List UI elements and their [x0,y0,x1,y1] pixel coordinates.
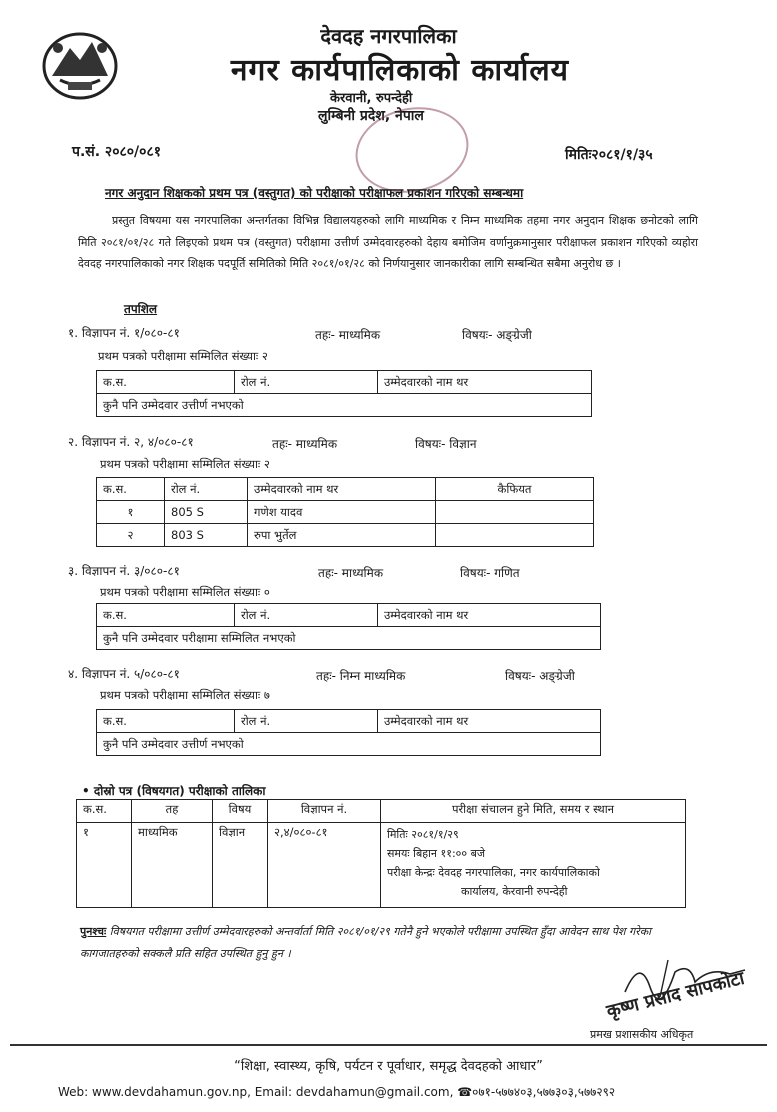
col-name: उम्मेदवारको नाम थर [378,371,592,394]
cell-sn: १ [77,823,132,908]
cell-ad-no: २,४/०८०-८१ [268,823,381,908]
cell-schedule [381,823,686,908]
second-paper-heading-text: दोस्रो पत्र (विषयगत) परीक्षाको तालिका [93,784,266,798]
footer-divider [10,1044,767,1046]
col-sn: क.स. [97,604,235,627]
section-4-title: ४. विज्ञापन नं. ५/०८०-८१ [68,667,180,681]
section-1-message: कुनै पनि उम्मेदवार उत्तीर्ण नभएको [97,394,592,417]
section-4-count: प्रथम पत्रको परीक्षामा सम्मिलित संख्याः ७ [100,688,270,702]
second-paper-table [76,799,686,908]
section-1-level: तहः- माध्यमिक [315,328,381,342]
section-3-level: तहः- माध्यमिक [318,566,384,580]
exam-venue: परीक्षा केन्द्रः देवदह नगरपालिका, नगर कार्यपालिकाको [387,866,600,879]
section-4-table [96,709,601,756]
exam-venue-2: कार्यालय, केरवानी रुपन्देही [461,885,568,898]
table-row [97,524,594,547]
section-2-count: प्रथम पत्रको परीक्षामा सम्मिलित संख्याः २ [100,457,270,471]
col-sn: क.स. [97,478,165,501]
footer-contact: Web: www.devdahamun.gov.np, Email: devdahamun@gmail.com, ☎०७१-५७७४०३,५७७३०३,५७७२९२ [58,1085,616,1099]
cell-roll: 803 S [165,524,248,547]
footer-slogan: “शिक्षा, स्वास्थ्य, कृषि, पर्यटन र पूर्वाधार, समृद्ध देवदहको आधार” [234,1059,543,1074]
col-roll: रोल नं. [165,478,248,501]
section-2-title: २. विज्ञापन नं. २, ४/०८०-८१ [68,435,194,449]
section-2-table [96,477,594,547]
cell-name: रुपा भुर्तेल [248,524,436,547]
second-paper-heading: • दोस्रो पत्र (विषयगत) परीक्षाको तालिका [82,784,266,798]
section-4-message: कुनै पनि उम्मेदवार उत्तीर्ण नभएको [97,733,601,756]
col-ad-no: विज्ञापन नं. [268,800,381,823]
section-3-table [96,603,601,650]
cell-remarks [436,524,594,547]
postscript-note [80,921,700,965]
postscript-label: पुनश्चः [80,925,107,938]
cell-level: माध्यमिक [132,823,213,908]
office-name: नगर कार्यपालिकाको कार्यालय [230,53,570,88]
cell-sn: २ [97,524,165,547]
section-2-subject: विषयः- विज्ञान [415,437,477,451]
section-3-message: कुनै पनि उम्मेदवार परीक्षामा सम्मिलित नभएको [97,627,601,650]
section-1-table [96,370,592,417]
table-row [77,823,686,908]
col-name: उम्मेदवारको नाम थर [248,478,436,501]
exam-date: मितिः २०८१/१/२९ [387,828,459,841]
col-roll: रोल नं. [235,371,378,394]
col-sn: क.स. [97,371,235,394]
postscript-text: विषयगत परीक्षामा उत्तीर्ण उम्मेदवारहरुको अन्तर्वार्ता मिति २०८१/०१/२९ गतेनै हुने भएकोले परीक्षामा उपस्थित हुँदा आवेदन साथ पेश गरेका कागजातहरुको सक्कलै प्रति सहित उपस्थित हुनु हुन । [80,925,652,960]
cell-sn: १ [97,501,165,524]
details-heading: तपशिल [124,302,158,316]
cell-remarks [436,501,594,524]
col-name: उम्मेदवारको नाम थर [378,710,601,733]
col-sn: क.स. [97,710,235,733]
section-3-title: ३. विज्ञापन नं. ३/०८०-८१ [68,564,180,578]
col-level: तह [132,800,213,823]
col-roll: रोल नं. [235,710,378,733]
section-3-count: प्रथम पत्रको परीक्षामा सम्मिलित संख्याः ० [100,585,270,599]
col-name: उम्मेदवारको नाम थर [378,604,601,627]
cell-name: गणेश यादव [248,501,436,524]
section-1-subject: विषयः- अङ्ग्रेजी [462,328,532,342]
col-schedule: परीक्षा संचालन हुने मिति, समय र स्थान [381,800,686,823]
col-sn: क.स. [77,800,132,823]
letter-subject: नगर अनुदान शिक्षकको प्रथम पत्र (वस्तुगत) को परीक्षाको परीक्षाफल प्रकाशन गरिएको सम्बन्धमा [105,186,524,200]
section-4-subject: विषयः- अङ्ग्रेजी [505,669,575,683]
table-row [97,501,594,524]
col-remarks: कैफियत [436,478,594,501]
stamp-name: कृष्ण प्रसाद सापकोटा [604,967,747,1023]
reference-number: प.सं. २०८०/०८१ [72,144,161,160]
section-4-level: तहः- निम्न माध्यमिक [316,669,406,683]
exam-time: समयः बिहान ११:०० बजे [387,847,486,860]
cell-subject: विज्ञान [213,823,268,908]
letter-date: मितिः२०८१/१/३५ [565,147,653,163]
col-subject: विषय [213,800,268,823]
body-paragraph: प्रस्तुत विषयमा यस नगरपालिका अन्तर्गतका विभिन्न विद्यालयहरुको लागि माध्यमिक र निम्न माध्यमिक तहमा नगर अनुदान शिक्षक छनोटको लागि मिति २०८१/०१/२८ गते लिइएको प्रथम पत्र (वस्तुगत) परीक्षामा उत्तीर्ण उम्मेदवारहरुको देहाय बमोजिम वर्णानुक्रमानुसार परीक्षाफल प्रकाशन गरिएको व्यहोरा देवदह नगरपालिकाको नगर शिक्षक पदपूर्ति समितिको मिति २०८१/०१/२८ को निर्णयानुसार जानकारीका लागि सम्बन्धित सबैमा अनुरोध छ । [78,214,698,270]
section-1-count: प्रथम पत्रको परीक्षामा सम्मिलित संख्याः २ [98,349,268,363]
section-3-subject: विषयः- गणित [460,566,520,580]
address-line-1: केरवानी, रुपन्देही [330,91,413,106]
section-1-title: १. विज्ञापन नं. १/०८०-८१ [68,326,180,340]
signatory-title: प्रमख प्रशासकीय अधिकृत [590,1028,694,1041]
municipality-name: देवदह नगरपालिका [320,24,457,48]
address-line-2: लुम्बिनी प्रदेश, नेपाल [318,108,424,124]
cell-roll: 805 S [165,501,248,524]
col-roll: रोल नं. [235,604,378,627]
section-2-level: तहः- माध्यमिक [272,437,338,451]
